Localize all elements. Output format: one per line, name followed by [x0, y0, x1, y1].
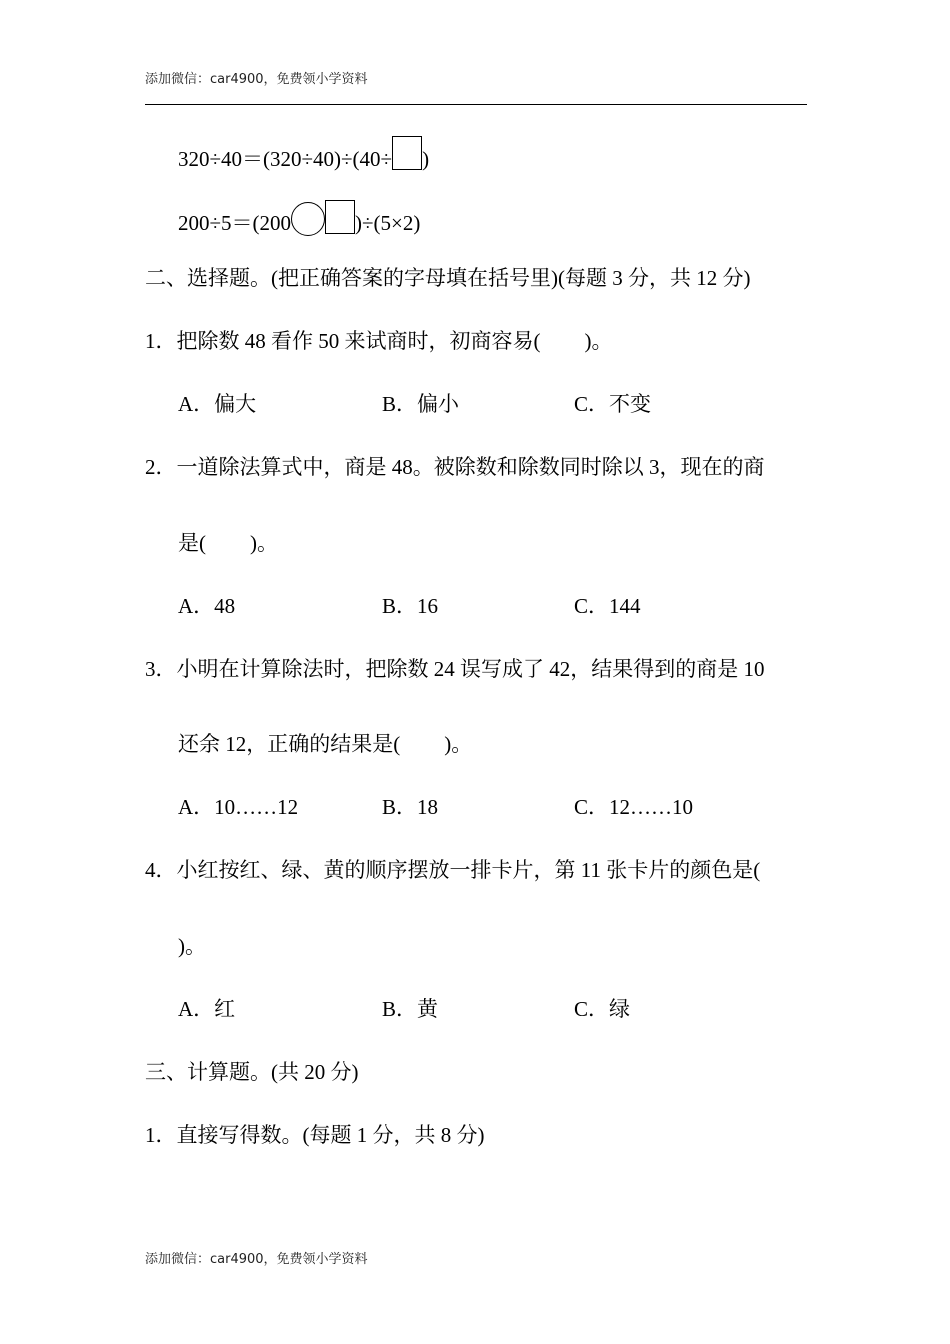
- question-2-line-2: [178, 529, 278, 557]
- equation-2-left: 200÷5＝(200: [178, 211, 292, 235]
- blank-square: [392, 136, 422, 170]
- question-2-line-1: 2．一道除法算式中，商是 48。被除数和除数同时除以 3，现在的商: [145, 455, 765, 479]
- equation-2: [178, 200, 420, 237]
- equation-1-left: 320÷40＝(320÷40)÷(40÷: [178, 147, 393, 171]
- header-rule: [145, 104, 807, 105]
- option-a: A．10……12: [178, 795, 299, 819]
- question-3-line-1: 3．小明在计算除法时，把除数 24 误写成了 42，结果得到的商是 10: [145, 657, 765, 681]
- question-2-end: )。: [250, 531, 278, 555]
- option-b: B．16: [382, 594, 439, 618]
- blank-square: [325, 200, 355, 234]
- equation-1: [178, 136, 429, 173]
- question-3-line-2: [178, 730, 472, 758]
- option-a: A．偏大: [178, 392, 257, 416]
- question-1-text: 1．把除数 48 看作 50 来试商时，初商容易(: [145, 329, 541, 353]
- page-footer: 添加微信：car4900，免费领小学资料: [145, 1252, 368, 1267]
- question-1-end: )。: [584, 329, 613, 353]
- page-header: 添加微信：car4900，免费领小学资料: [145, 72, 368, 87]
- question-2-text: 是(: [178, 531, 206, 555]
- option-a: A．红: [178, 997, 236, 1021]
- question-4-line-1: 4．小红按红、绿、黄的顺序摆放一排卡片，第 11 张卡片的颜色是(: [145, 858, 761, 882]
- equation-2-right: )÷(5×2): [355, 211, 421, 235]
- equation-1-right: ): [422, 147, 430, 171]
- section-3-subquestion-1: 1．直接写得数。(每题 1 分，共 8 分): [145, 1123, 485, 1147]
- option-b: B．黄: [382, 997, 439, 1021]
- option-c: C．绿: [574, 997, 631, 1021]
- option-c: C．12……10: [574, 795, 694, 819]
- question-3-end: )。: [444, 732, 473, 756]
- section-3-title: 三、计算题。(共 20 分): [145, 1060, 359, 1084]
- option-b: B．偏小: [382, 392, 460, 416]
- blank-circle: [291, 202, 325, 236]
- question-1: [145, 327, 613, 355]
- option-c: C．不变: [574, 392, 652, 416]
- section-2-title: 二、选择题。(把正确答案的字母填在括号里)(每题 3 分，共 12 分): [145, 266, 751, 290]
- question-4-line-2: )。: [178, 934, 206, 958]
- question-3-text: 还余 12，正确的结果是(: [178, 732, 401, 756]
- option-c: C．144: [574, 594, 641, 618]
- option-a: A．48: [178, 594, 236, 618]
- option-b: B．18: [382, 795, 439, 819]
